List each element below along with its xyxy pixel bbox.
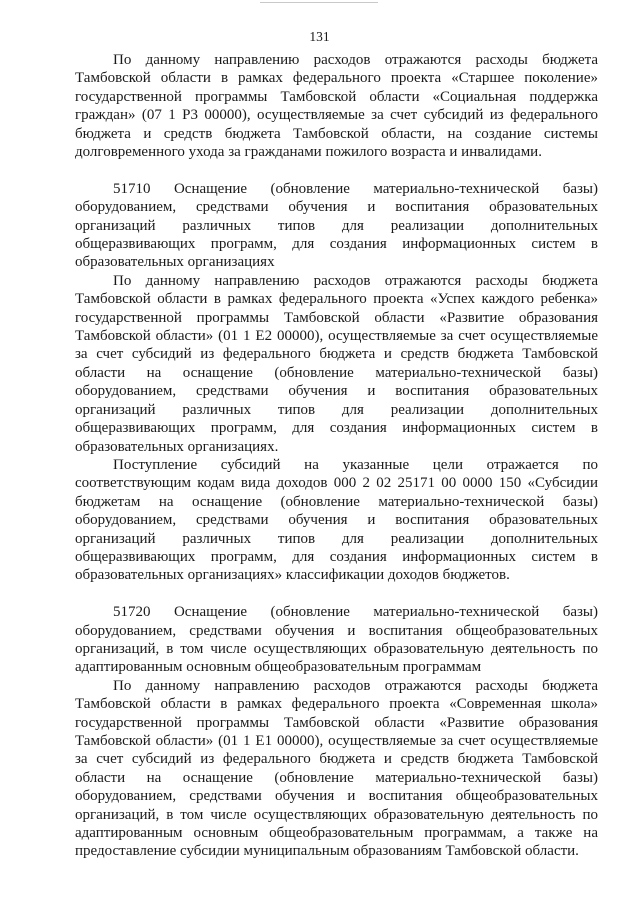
document-body	[75, 51, 598, 861]
paragraph-starshee-pokolenie: По данному направлению расходов отражаются расходы бюджета Тамбовской области в рамках федерального проекта «Старшее поколение» государственной программы Тамбовской области «Социальная поддержка граждан» (07 1 P3 00000), осуществляемые за счет субсидий из федерального бюджета и средств бюджета Тамбовской области, на создание системы долговременного ухода за гражданами пожилого возраста и инвалидами.	[75, 52, 598, 161]
paragraph-51720-heading: 51720 Оснащение (обновление материально-технической базы) оборудованием, средствами обучения и воспитания общеобразовательных организаций, в том числе осуществляющих образовательную деятельность по адаптированным основным общеобразовательным программам	[75, 604, 598, 676]
paragraph-uspeh-kazhdogo-rebenka: По данному направлению расходов отражаются расходы бюджета Тамбовской области в рамках федерального проекта «Успех каждого ребенка» государственной программы Тамбовской области «Развитие образования Тамбовской области» (01 1 E2 00000), осуществляемые за счет осуществляемые за счет субсидий из федерального бюджета и средств бюджета Тамбовской области на оснащение (обновление материально-технической базы) оборудованием, средствами обучения и воспитания образовательных организаций различных типов для реализации дополнительных общеразвивающих программ, для создания информационных систем в образовательных организациях.	[75, 272, 598, 455]
paragraph-sovremennaya-shkola: По данному направлению расходов отражаются расходы бюджета Тамбовской области в рамках федерального проекта «Современная школа» государственной программы Тамбовской области «Развитие образования Тамбовской области» (01 1 E1 00000), осуществляемые за счет осуществляемые за счет субсидий из федерального бюджета и средств бюджета Тамбовской области на оснащение (обновление материально-технической базы) оборудованием, средствами обучения и воспитания общеобразовательных организаций, в том числе осуществляющих образовательную деятельность по адаптированным основным общеобразовательным программам, а также на предоставление субсидии муниципальным образованиям Тамбовской области.	[75, 677, 598, 860]
paragraph-postuplenie-subsidiy: Поступление субсидий на указанные цели отражается по соответствующим кодам вида доходов 000 2 02 25171 00 0000 150 «Субсидии бюджетам на оснащение (обновление материально-технической базы) оборудованием, средствами обучения и воспитания образовательных организаций различных типов для реализации дополнительных общеразвивающих программ, для создания информационных систем в образовательных организациях» классификации доходов бюджетов.	[75, 456, 598, 584]
paragraph-gap	[75, 585, 598, 603]
top-rule	[260, 2, 378, 3]
page-number: 131	[309, 29, 330, 44]
paragraph-51710-heading: 51710 Оснащение (обновление материально-технической базы) оборудованием, средствами обучения и воспитания образовательных организаций различных типов для реализации дополнительных общеразвивающих программ, для создания информационных систем в образовательных организациях	[75, 180, 598, 271]
paragraph-gap	[75, 161, 598, 179]
